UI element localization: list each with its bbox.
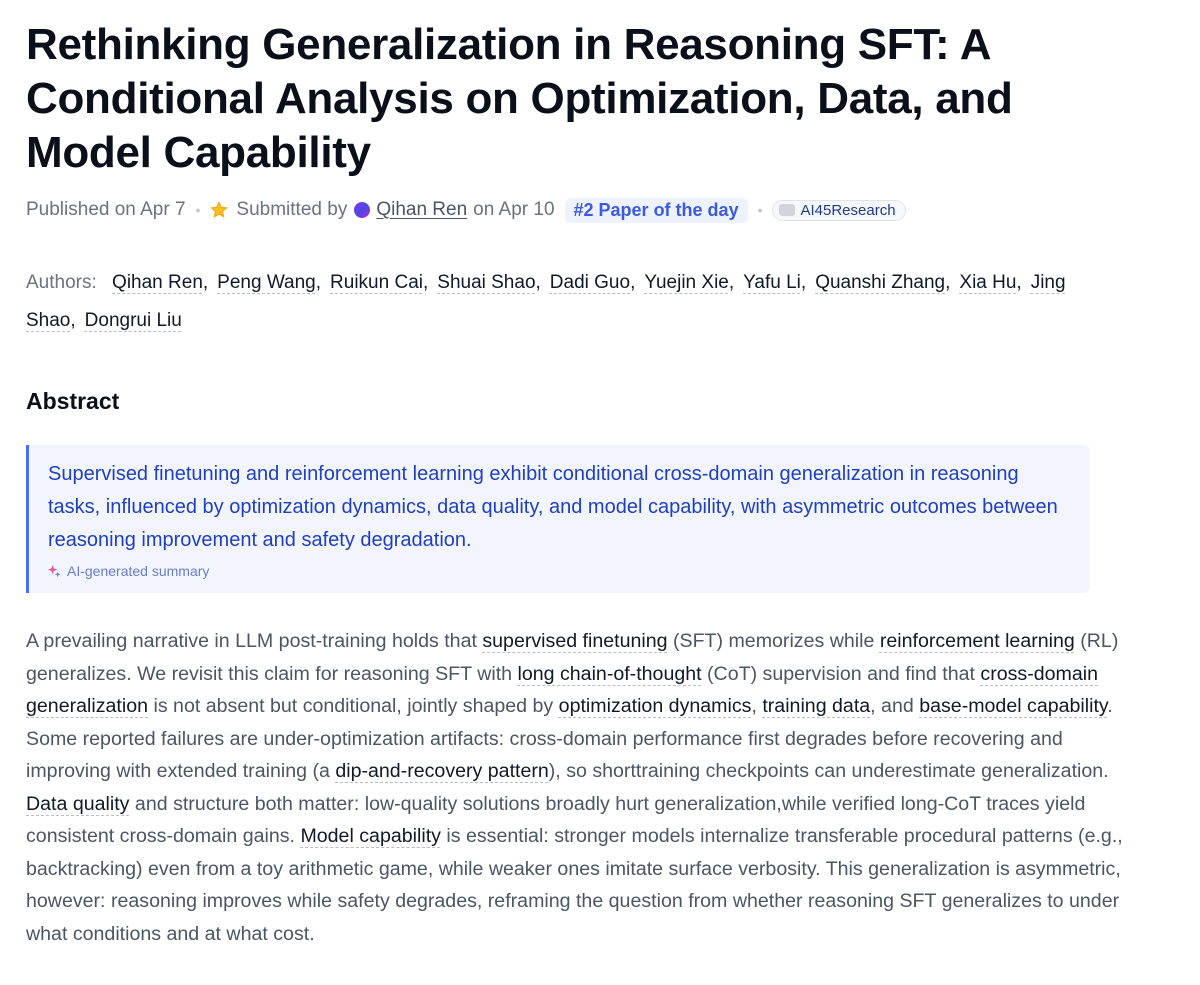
meta-separator: • [195, 202, 201, 218]
ai-summary-text: Supervised finetuning and reinforcement learning exhibit conditional cross-domain generalization in reasoning tasks, influenced by optimization dynamics, data quality, and model capability, with asymmetric outcomes between reasoning improvement and safety degradation. [48, 463, 1058, 551]
paper-title: Rethinking Generalization in Reasoning SFT: A Conditional Analysis on Optimization, Data, and Model Capability [26, 20, 1013, 177]
abstract-text-segment: is not absent but conditional, jointly shaped by [148, 695, 559, 717]
author-separator: , [1016, 272, 1022, 293]
ai-summary-box [26, 445, 1090, 593]
author-separator: , [315, 272, 322, 293]
sparkle-icon [48, 565, 61, 578]
abstract-term-link[interactable]: reinforcement learning [879, 630, 1075, 652]
author-separator: , [945, 272, 951, 293]
abstract-term-link[interactable]: Model capability [300, 825, 441, 847]
author-link[interactable]: Dadi Guo [549, 272, 631, 293]
author-link[interactable]: Xia Hu [959, 272, 1017, 293]
abstract-text-segment: (RL) generalizes. We revisit this claim for reasoning SFT with [26, 630, 1119, 685]
paper-meta [26, 194, 1186, 226]
abstract-text-segment: ), so shorttraining checkpoints can underestimate generalization. [548, 760, 1109, 782]
paper-of-the-day-badge[interactable]: #2 Paper of the day [565, 198, 748, 223]
authors-list [26, 264, 1186, 340]
abstract-term-link[interactable]: cross-domain generalization [26, 662, 1098, 717]
published-date: Published on Apr 7 [26, 199, 186, 220]
organization-chip[interactable] [772, 200, 905, 221]
author-link[interactable]: Dongrui Liu [84, 310, 182, 331]
abstract-heading: Abstract [26, 388, 120, 414]
authors-label: Authors: [26, 272, 97, 293]
org-logo-icon [779, 204, 795, 216]
abstract-text-segment: . Some reported failures are under-optimization artifacts: cross-domain performance first degrades before recovering and improving with extended training (a [26, 695, 1113, 782]
author-separator: , [202, 272, 209, 293]
author-separator: , [70, 310, 76, 331]
abstract-text-segment: (SFT) memorizes while [667, 630, 880, 652]
author-link[interactable]: Qihan Ren [112, 272, 203, 293]
ai-summary-label [48, 563, 1070, 579]
organization-name: AI45Research [800, 201, 896, 219]
paper-page [26, 0, 1186, 970]
abstract-term-link[interactable]: training data [762, 695, 871, 717]
author-link[interactable]: Yafu Li [743, 272, 801, 293]
author-separator: , [800, 272, 807, 293]
abstract-term-link[interactable]: long chain-of-thought [517, 662, 702, 685]
author-separator: , [535, 272, 541, 293]
author-separator: , [728, 272, 735, 293]
abstract-text-segment: is essential: stronger models internalize transferable procedural patterns (e.g., backtracking) even from a toy arithmetic game, while weaker ones imitate surface verbosity. This generalization is asymmetric, however: reasoning improves while safety degrades, reframing the question from whether reasoning SFT generalizes to under what conditions and at what cost. [26, 825, 1123, 945]
star-icon [210, 201, 228, 219]
submitted-date: on Apr 10 [473, 199, 555, 220]
submitter-link[interactable]: Qihan Ren [376, 199, 468, 220]
abstract-text-segment: , and [870, 695, 920, 717]
abstract-term-link[interactable]: optimization dynamics [558, 695, 752, 717]
author-link[interactable]: Yuejin Xie [644, 272, 729, 293]
author-link[interactable]: Quanshi Zhang [815, 272, 946, 293]
abstract-text-segment: A prevailing narrative in LLM post-training holds that [26, 630, 483, 652]
avatar-icon[interactable] [354, 202, 370, 218]
abstract-term-link[interactable]: Data quality [26, 792, 130, 815]
abstract-text-segment: , [751, 695, 763, 717]
abstract-text [26, 625, 1126, 950]
author-link[interactable]: Ruikun Cai [330, 272, 423, 293]
author-separator: , [422, 272, 429, 293]
submitted-by-label: Submitted by [236, 199, 348, 220]
ai-summary-label-text: AI-generated summary [67, 563, 210, 579]
author-link[interactable]: Jing Shao [26, 272, 1066, 331]
meta-separator: • [757, 202, 763, 218]
abstract-term-link[interactable]: base-model capability [919, 695, 1108, 717]
abstract-text-segment: and structure both matter: low-quality solutions broadly hurt generalization,while verified long-CoT traces yield consistent cross-domain gains. [26, 792, 1086, 847]
author-link[interactable]: Shuai Shao [437, 272, 536, 293]
abstract-term-link[interactable]: dip-and-recovery pattern [335, 760, 549, 782]
abstract-term-link[interactable]: supervised finetuning [482, 630, 668, 652]
author-separator: , [630, 272, 636, 293]
author-link[interactable]: Peng Wang [217, 272, 316, 293]
abstract-text-segment: (CoT) supervision and find that [701, 662, 981, 685]
